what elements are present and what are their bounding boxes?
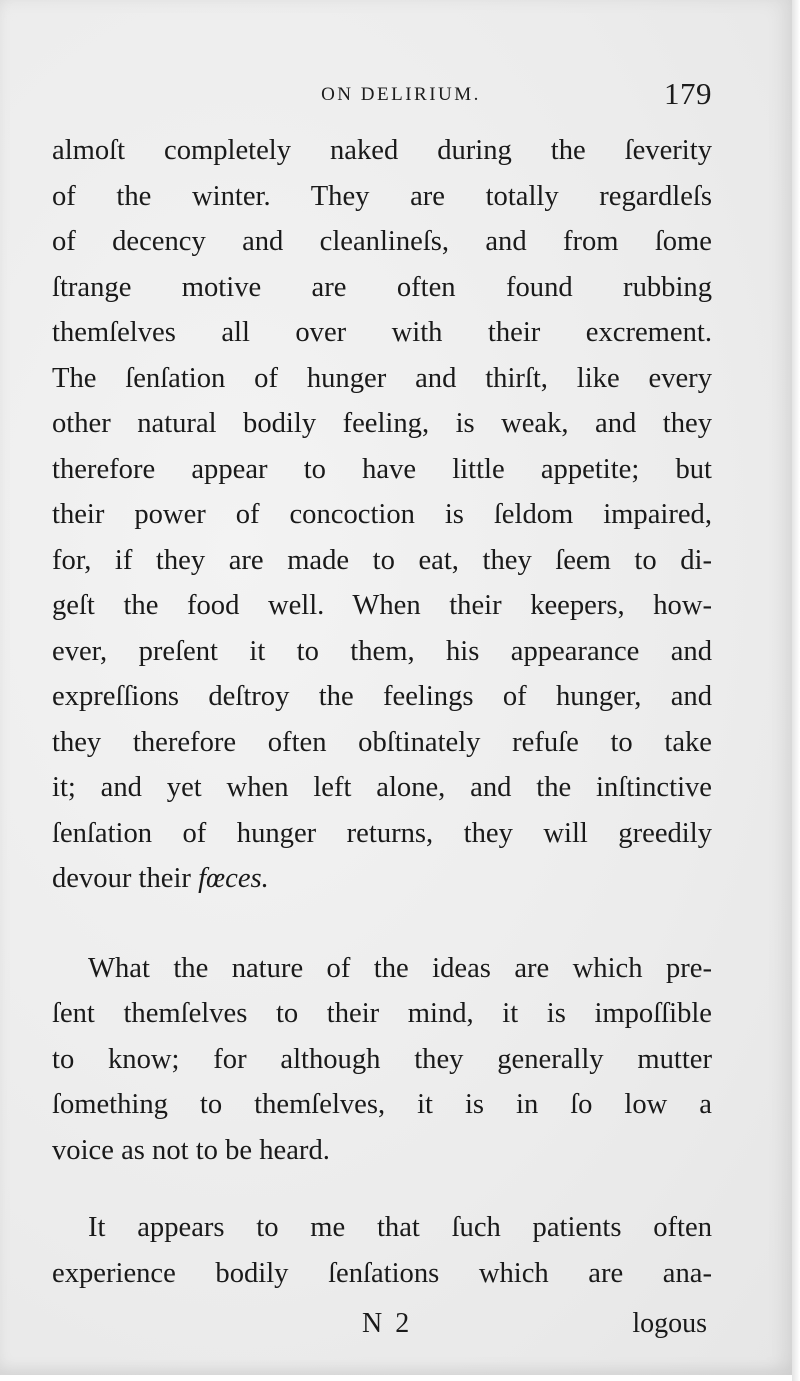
paragraph-gap	[52, 1173, 712, 1205]
page-header	[50, 78, 712, 114]
text-line: experience bodily ſenſations which are ana-	[52, 1257, 712, 1289]
text-line	[52, 856, 712, 902]
text-line: therefore appear to have little appetite; but	[52, 453, 712, 485]
text-line: other natural bodily feeling, is weak, and they	[52, 408, 712, 439]
text-line: ever, preſent it to them, his appearance and	[52, 635, 712, 667]
text-line: their power of concoction is ſeldom impaired,	[52, 499, 712, 530]
text-line: it; and yet when left alone, and the inſtinctive	[52, 772, 712, 803]
text-line: to know; for although they generally mutter	[52, 1043, 712, 1075]
text-line: they therefore often obſtinately refuſe to take	[52, 726, 712, 758]
text-line: It appears to me that ſuch patients often	[88, 1212, 712, 1243]
text-line: ſent themſelves to their mind, it is impoſſible	[52, 998, 712, 1029]
text-line-prefix: devour their	[52, 863, 199, 894]
paragraph-1	[52, 128, 712, 902]
page-number: 179	[664, 76, 712, 111]
paragraph-gap	[52, 902, 712, 946]
text-line: of the winter. They are totally regardleſs	[52, 180, 712, 212]
text-line: The ſenſation of hunger and thirſt, like every	[52, 362, 712, 394]
signature-mark: N 2	[362, 1308, 413, 1339]
text-line: expreſſions deſtroy the feelings of hunger, and	[52, 681, 712, 712]
text-line: ſtrange motive are often found rubbing	[52, 271, 712, 303]
text-line: ſenſation of hunger returns, they will greedily	[52, 817, 712, 849]
running-title: ON DELIRIUM.	[321, 84, 481, 105]
text-line: voice as not to be heard.	[52, 1134, 330, 1166]
paragraph-2	[52, 946, 712, 1174]
page-footer	[52, 1308, 707, 1348]
page-edge	[792, 0, 800, 1381]
text-line: geſt the food well. When their keepers, how-	[52, 590, 712, 621]
text-line: for, if they are made to eat, they ſeem to di-	[52, 544, 712, 576]
catchword: logous	[632, 1308, 707, 1339]
text-line: What the nature of the ideas are which pre-	[88, 952, 712, 984]
text-line: ſomething to themſelves, it is in ſo low a	[52, 1089, 712, 1120]
italic-word: fœces.	[198, 863, 269, 894]
text-line: themſelves all over with their excrement.	[52, 317, 712, 348]
paragraph-3	[52, 1205, 712, 1296]
text-line: almoſt completely naked during the ſeverity	[52, 135, 712, 166]
text-line: of decency and cleanlineſs, and from ſome	[52, 226, 712, 257]
body-text	[52, 128, 712, 1296]
